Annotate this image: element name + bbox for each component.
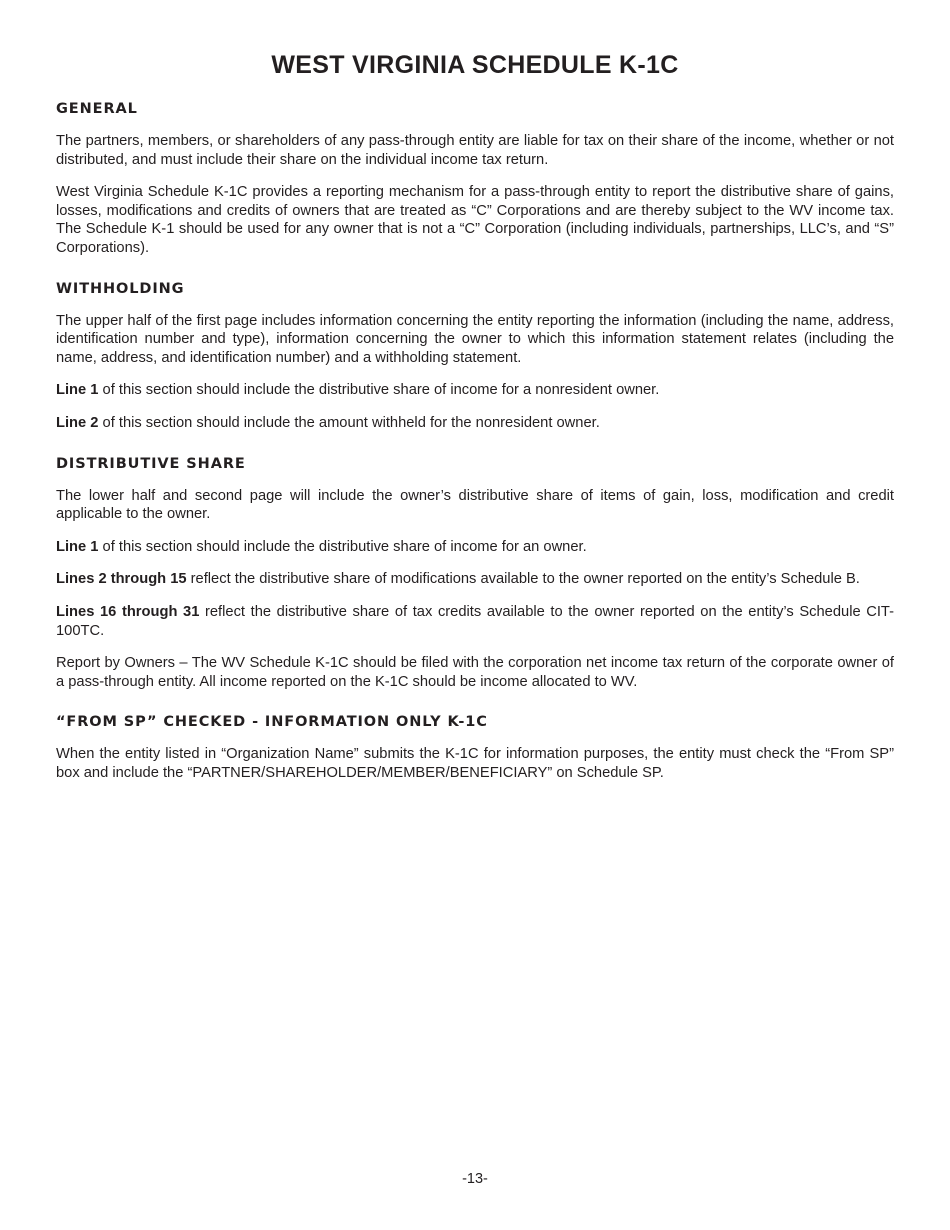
distributive-lines-2-15-label: Lines 2 through 15 [56,571,187,588]
distributive-line-1-text: of this section should include the distributive share of income for an owner. [98,538,587,555]
section-heading-from-sp: “FROM SP” CHECKED - INFORMATION ONLY K-1C [56,714,488,731]
withholding-line-1 [56,381,894,400]
section-heading-distributive-share: DISTRIBUTIVE SHARE [56,455,246,472]
report-by-owners-paragraph: Report by Owners – The WV Schedule K-1C should be filed with the corporation net income tax return of the corporate owner of a pass-through entity. All income reported on the K-1C should be income allocated to WV. [56,655,894,690]
general-paragraph-2: West Virginia Schedule K-1C provides a reporting mechanism for a pass-through entity to report the distributive share of gains, losses, modifications and credits of owners that are treated as “C” Corporations and are thereby subject to the WV income tax. The Schedule K-1 should be used for any owner that is not a “C” Corporation (including individuals, partnerships, LLC’s, and “S” Corporations). [56,184,894,256]
withholding-line-2-label: Line 2 [56,414,99,431]
page-title: WEST VIRGINIA SCHEDULE K-1C [271,51,679,79]
distributive-line-1 [56,538,894,557]
distributive-lines-2-15 [56,570,894,589]
distributive-line-1-label: Line 1 [56,538,99,555]
from-sp-paragraph: When the entity listed in “Organization Name” submits the K-1C for information purposes, the entity must check the “From SP” box and include the “PARTNER/SHAREHOLDER/MEMBER/BENEFICIARY” on Schedule SP. [56,746,894,781]
distributive-lines-16-31-label: Lines 16 through 31 [56,603,200,620]
distributive-lines-16-31-text: reflect the distributive share of tax credits available to the owner reported on the entity’s Schedule CIT-100TC. [56,603,894,639]
section-heading-withholding: WITHHOLDING [56,280,185,297]
distributive-paragraph-1: The lower half and second page will include the owner’s distributive share of items of gain, loss, modification and credit applicable to the owner. [56,487,894,523]
distributive-lines-16-31 [56,603,894,640]
page-number: -13- [462,1171,488,1187]
document-page [56,0,894,782]
distributive-lines-2-15-text: reflect the distributive share of modifications available to the owner reported on the entity’s Schedule B. [186,571,860,588]
withholding-line-1-label: Line 1 [56,382,99,399]
section-heading-general: GENERAL [56,101,138,117]
withholding-line-2 [56,414,894,433]
withholding-line-2-text: of this section should include the amount withheld for the nonresident owner. [98,414,600,431]
withholding-line-1-text: of this section should include the distributive share of income for a nonresident owner. [98,382,660,399]
general-paragraph-1: The partners, members, or shareholders of any pass-through entity are liable for tax on their share of the income, whether or not distributed, and must include their share on the individual income tax return. [56,133,894,168]
withholding-paragraph-1: The upper half of the first page includes information concerning the entity reporting the information (including the name, address, identification number and type), information concerning the owner to which this information statement relates (including the name, address, and identification number) and a withholding statement. [56,312,894,366]
